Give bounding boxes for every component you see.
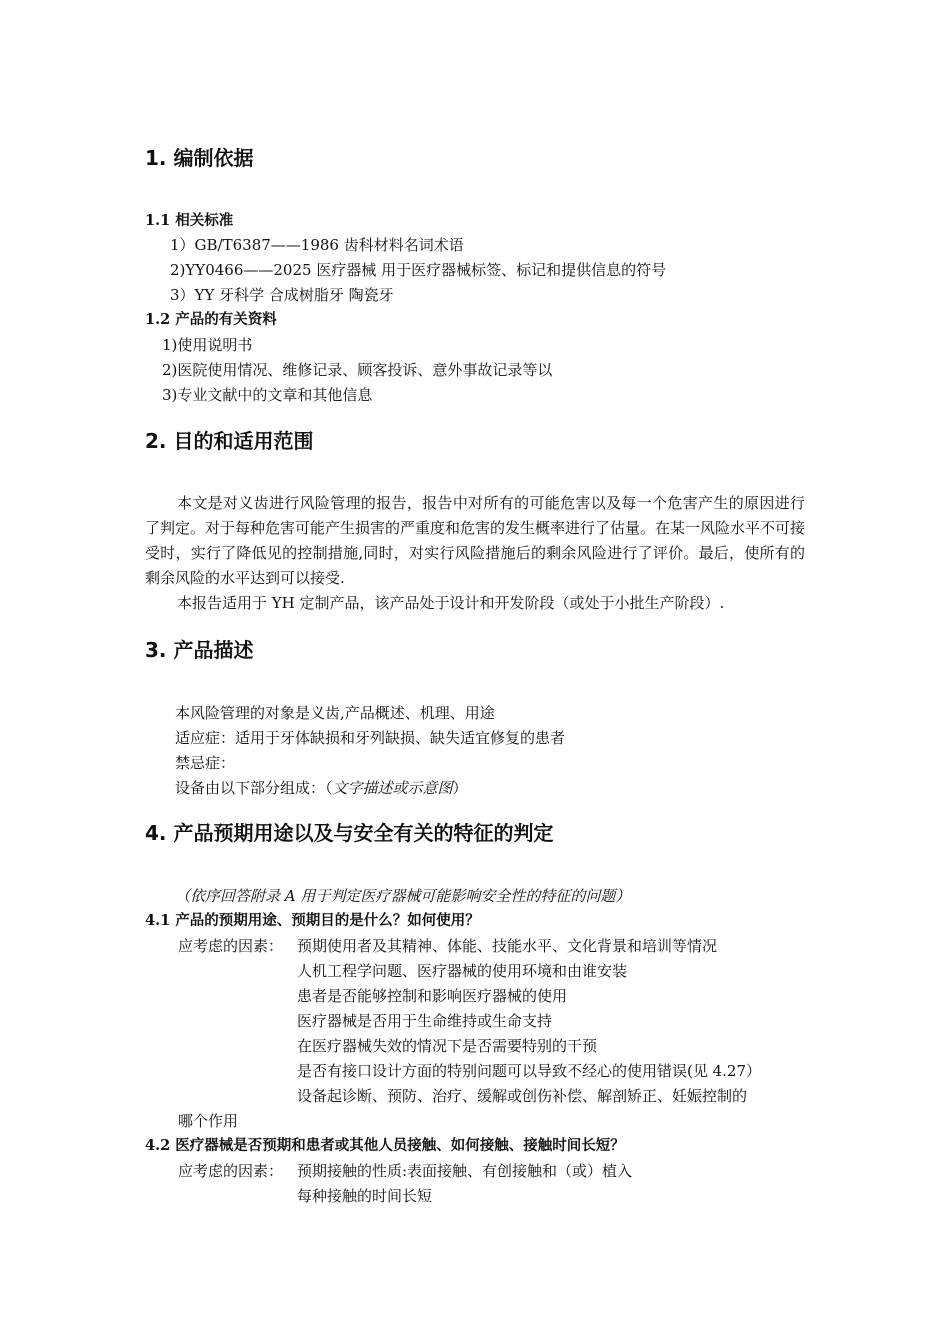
purpose-paragraph: 本文是对义齿进行风险管理的报告，报告中对所有的可能危害以及每一个危害产生的原因进行了判定。对于每种危害可能产生损害的严重度和危害的发生概率进行了估量。在某一风险水平不可接受时，实行了降低见的控制措施,同时，对实行风险措施后的剩余风险进行了评价。最后，使所有的剩余风险的水平达到可以接受. [145,494,806,587]
question-4-1: 4.1 产品的预期用途、预期目的是什么？如何使用？ [145,912,480,929]
factor-item: 每种接触的时间长短 [297,1187,433,1205]
description-line: 适应症：适用于牙体缺损和牙列缺损、缺失适宜修复的患者 [175,729,566,747]
section-4-note: （依序回答附录 A 用于判定医疗器械可能影响安全性的特征的问题） [175,887,631,905]
factor-item: 人机工程学问题、医疗器械的使用环境和由谁安装 [297,962,628,980]
factor-label: 应考虑的因素： [178,937,284,955]
section-3-title: 3. 产品描述 [145,638,254,662]
factor-item: 是否有接口设计方面的特别问题可以导致不经心的使用错误(见 4.27） [297,1062,762,1080]
standard-item: 1）GB/T6387——1986 齿科材料名词术语 [170,236,464,254]
factor-item: 预期接触的性质:表面接触、有创接触和（或）植入 [297,1162,633,1180]
factor-item: 预期使用者及其精神、体能、技能水平、文化背景和培训等情况 [297,937,718,955]
standard-item: 2)YY0466——2025 医疗器械 用于医疗器械标签、标记和提供信息的符号 [170,261,667,279]
scope-paragraph: 本报告适用于 YH 定制产品，该产品处于设计和开发阶段（或处于小批生产阶段）. [177,594,725,612]
composition-prefix: 设备由以下部分组成：（ [175,779,333,797]
description-line: 本风险管理的对象是义齿,产品概述、机理、用途 [175,704,495,722]
material-item: 1)使用说明书 [162,336,253,354]
section-2-title: 2. 目的和适用范围 [145,429,314,453]
standard-item: 3）YY 牙科学 合成树脂牙 陶瓷牙 [170,286,394,304]
factor-item: 医疗器械是否用于生命维持或生命支持 [297,1012,553,1030]
factor-item: 设备起诊断、预防、治疗、缓解或创伤补偿、解剖矫正、妊娠控制的 [297,1087,748,1105]
section-4-title: 4. 产品预期用途以及与安全有关的特征的判定 [145,821,554,845]
question-4-2: 4.2 医疗器械是否预期和患者或其他人员接触、如何接触、接触时间长短？ [145,1137,625,1154]
composition-suffix: ） [452,779,468,797]
composition-line [175,778,468,798]
section-1-1-title: 1.1 相关标准 [145,212,234,229]
material-item: 2)医院使用情况、维修记录、顾客投诉、意外事故记录等以 [162,361,553,379]
description-line: 禁忌症： [175,754,236,772]
factor-item: 患者是否能够控制和影响医疗器械的使用 [297,987,568,1005]
factor-item-wrap: 哪个作用 [178,1112,239,1130]
section-1-2-title: 1.2 产品的有关资料 [145,311,277,328]
factor-label: 应考虑的因素： [178,1162,284,1180]
material-item: 3)专业文献中的文章和其他信息 [162,386,373,404]
composition-italic: 文字描述或示意图 [332,779,453,797]
factor-item: 在医疗器械失效的情况下是否需要特别的干预 [297,1037,598,1055]
section-1-title: 1. 编制依据 [145,146,254,170]
